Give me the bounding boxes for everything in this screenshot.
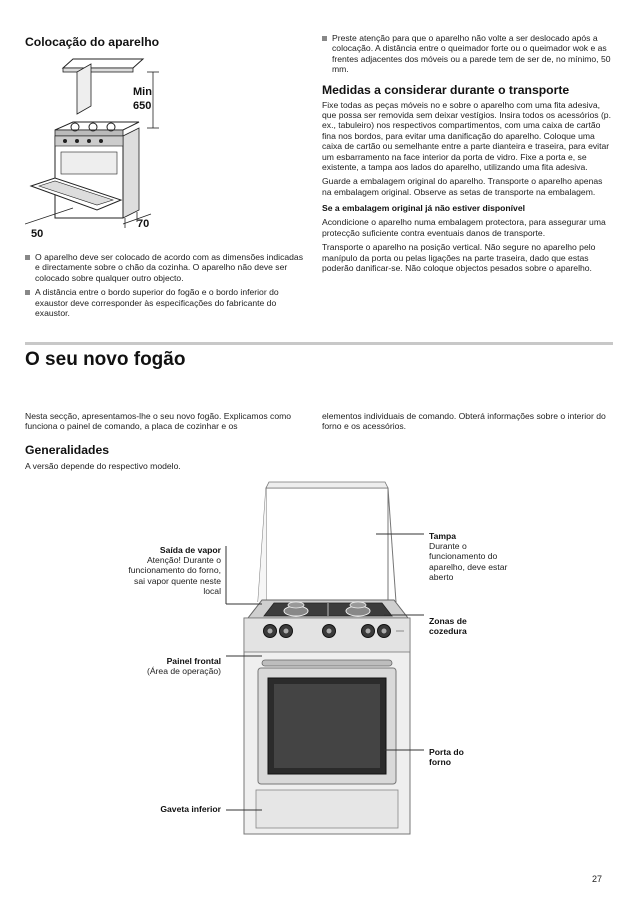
dim-70: 70 (137, 218, 150, 230)
install-bullet-2: A distância entre o bordo superior do fogão e o bordo inferior do exaustor deve corresponder às especificações do fabricante do exaustor. (25, 287, 310, 318)
cooking-zones-title: Zonas de cozedura (429, 616, 467, 637)
transport-column (322, 33, 612, 273)
callout-oven-door (429, 747, 479, 767)
front-panel-text: (Área de operação) (146, 666, 221, 677)
install-title: Colocação do aparelho (25, 35, 160, 49)
callout-cooking-zones (429, 616, 499, 636)
front-panel-title: Painel frontal (166, 656, 221, 666)
dim-min: Min (133, 86, 152, 98)
section-intro-left: Nesta secção, apresentamos-lhe o seu novo fogão. Explicamos como funciona o painel de comando, a placa de cozinhar e os (25, 411, 292, 432)
lid-title: Tampa (429, 531, 457, 541)
callout-lid (429, 531, 509, 582)
placement-bullet: Preste atenção para que o aparelho não volte a ser deslocado após a colocação. A distância entre o queimador forte ou o queimador wok e as frentes adjacentes dos móveis ou a parede tem de ser de, no mínimo, 50 mm. (322, 33, 612, 75)
page-number: 27 (592, 874, 603, 884)
lid-text: Durante o funcionamento do aparelho, deve estar aberto (429, 541, 508, 582)
general-text: A versão depende do respectivo modelo. (25, 461, 181, 471)
transport-p1: Fixe todas as peças móveis no e sobre o aparelho com uma fita adesiva, que possa ser removida sem deixar vestígios. Insira todos os acessórios (p. ex., tabuleiro) nos respectivos compartimentos, com uma caixa de cartão fina nos bordos, para evitar uma danificação do aparelho. Coloque uma caixa de cartão ou semelhante entre a parte dianteira e traseira, para evitar um esbarramento na face interior da porta de vidro. Fixe a porta e, se existente, a tampa aos lados do aparelho, utilizando uma fita adesiva. (322, 99, 611, 173)
lower-drawer-title: Gaveta inferior (160, 804, 221, 814)
steam-vent-text: Atenção! Durante o funcionamento do forno, sai vapor quente neste local (128, 555, 221, 596)
transport-p3: Acondicione o aparelho numa embalagem protectora, para assegurar uma protecção suficiente contra eventuais danos de transporte. (322, 217, 606, 238)
transport-subtitle: Se a embalagem original já não estiver disponível (322, 203, 525, 214)
section-intro-right: elementos individuais de comando. Obterá informações sobre o interior do forno e os acessórios. (322, 411, 606, 432)
callout-lower-drawer (100, 804, 221, 814)
install-bullet-1: O aparelho deve ser colocado de acordo com as dimensões indicadas e directamente sobre o chão da cozinha. O aparelho não deve ser colocado sobre qualquer outro objecto. (25, 252, 310, 283)
transport-p4: Transporte o aparelho na posição vertical. Não segure no aparelho pelo manípulo da porta ou pelas ligações na parte traseira, dado que estas poderão danificar-se. Não coloque objectos pesados sobre o aparelho. (322, 242, 596, 273)
install-bullets (25, 252, 310, 318)
stove-illustration (228, 478, 428, 838)
transport-title: Medidas a considerar durante o transporte (322, 82, 570, 97)
section-rule (25, 342, 613, 345)
dim-650: 650 (133, 100, 152, 112)
section-title: O seu novo fogão (25, 349, 186, 370)
general-title: Generalidades (25, 443, 109, 457)
steam-vent-title: Saída de vapor (159, 545, 221, 555)
callout-steam-vent (122, 545, 221, 596)
callout-front-panel (100, 656, 221, 676)
oven-door-title: Porta do forno (429, 747, 464, 768)
dim-50: 50 (31, 228, 44, 240)
transport-p2: Guarde a embalagem original do aparelho. Transporte o aparelho apenas na embalagem original. Observe as setas de transporte na embalagem. (322, 176, 603, 197)
install-diagram (25, 52, 165, 242)
